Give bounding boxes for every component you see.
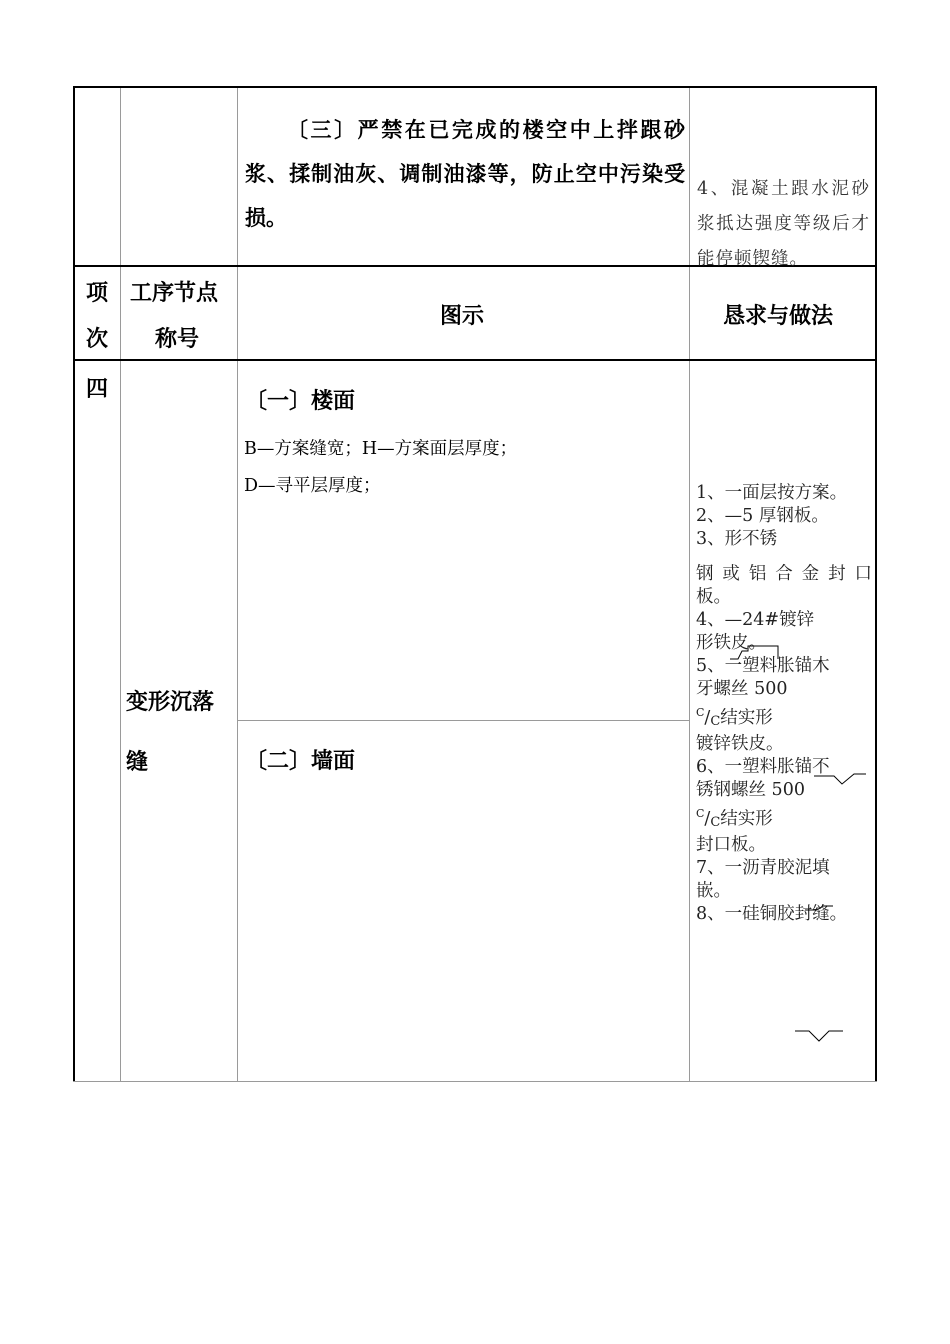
requirement-5-text: 结实形 bbox=[720, 707, 773, 728]
requirement-3: 3、形不锈 bbox=[696, 529, 778, 549]
table-right-border bbox=[875, 86, 877, 1082]
fraction-numerator: C bbox=[696, 806, 705, 820]
header-bottom-border bbox=[73, 359, 877, 361]
v-profile-icon bbox=[795, 1026, 845, 1046]
requirements-list bbox=[696, 482, 872, 926]
paragraph-three: 〔三〕严禁在已完成的楼空中上拌跟砂浆、揉制油灰、调制油漆等，防止空中污染受损。 bbox=[245, 118, 685, 230]
header-figure: 图示 bbox=[440, 304, 485, 329]
requirement-5-spacing: $^C$/C结实形 bbox=[696, 706, 773, 729]
row-node-name-line1: 变形沉落 bbox=[126, 690, 215, 715]
column-divider-3 bbox=[689, 86, 690, 1082]
header-node-line1: 工序节点 bbox=[130, 281, 219, 306]
seal-line-icon bbox=[805, 904, 835, 914]
table-top-border bbox=[73, 86, 877, 88]
requirement-5: 5、一塑料胀锚木 bbox=[696, 656, 830, 676]
fraction-denominator: C bbox=[710, 814, 721, 830]
requirement-5-cont: 牙螺丝 500 bbox=[696, 679, 788, 699]
header-item-line2: 次 bbox=[86, 327, 109, 352]
fraction-denominator: C bbox=[710, 713, 721, 729]
floor-section-title: 〔一〕楼面 bbox=[245, 389, 356, 414]
requirement-6-text: 结实形 bbox=[720, 808, 773, 829]
table-bottom-border bbox=[73, 1081, 877, 1082]
requirement-2: 2、—5 厚钢板。 bbox=[696, 506, 829, 526]
requirement-6-end: 封口板。 bbox=[696, 834, 766, 855]
requirement-8: 8、一硅铜胶封缝。 bbox=[696, 903, 848, 924]
floor-legend-line2: D—寻平层厚度； bbox=[244, 476, 381, 496]
header-item-line1: 项 bbox=[86, 281, 109, 306]
header-node-line2: 称号 bbox=[155, 327, 200, 352]
requirement-5-end: 镀锌铁皮。 bbox=[696, 733, 784, 754]
requirement-4-cont: 形铁皮。 bbox=[696, 633, 766, 653]
requirement-1: 1、一面层按方案。 bbox=[696, 483, 848, 503]
row-node-name-line2: 缝 bbox=[126, 750, 149, 775]
requirement-6-cont: 锈钢螺丝 500 bbox=[696, 779, 805, 800]
figure-section-divider bbox=[237, 720, 689, 721]
fraction-numerator: C bbox=[696, 706, 705, 719]
table-left-border bbox=[73, 86, 75, 1082]
omega-shape-icon bbox=[730, 645, 782, 665]
column-divider-2 bbox=[237, 86, 238, 1082]
requirement-7-end: 嵌。 bbox=[696, 880, 731, 901]
requirement-6-spacing: $^C$/C结实形 bbox=[696, 806, 773, 830]
requirement-6: 6、一塑料胀锚不 bbox=[696, 756, 830, 777]
requirement-4: 4、—24#镀锌 bbox=[696, 610, 815, 630]
column-divider-1 bbox=[120, 86, 121, 1082]
row-item-number: 四 bbox=[86, 377, 109, 402]
requirement-3-end: 板。 bbox=[696, 587, 731, 607]
note-four: 4、混凝土跟水泥砂浆抵达强度等级后才能停顿锲缝。 bbox=[697, 179, 870, 269]
v-shape-icon bbox=[814, 768, 868, 788]
requirement-7: 7、一沥青胶泥填 bbox=[696, 857, 830, 878]
requirement-3-cont: 钢或铝合金封口 bbox=[696, 564, 872, 584]
floor-legend-line1: B—方案缝宽；H—方案面层厚度； bbox=[244, 439, 518, 459]
wall-section-title: 〔二〕墙面 bbox=[245, 749, 356, 774]
header-requirement: 恳求与做法 bbox=[723, 304, 834, 329]
